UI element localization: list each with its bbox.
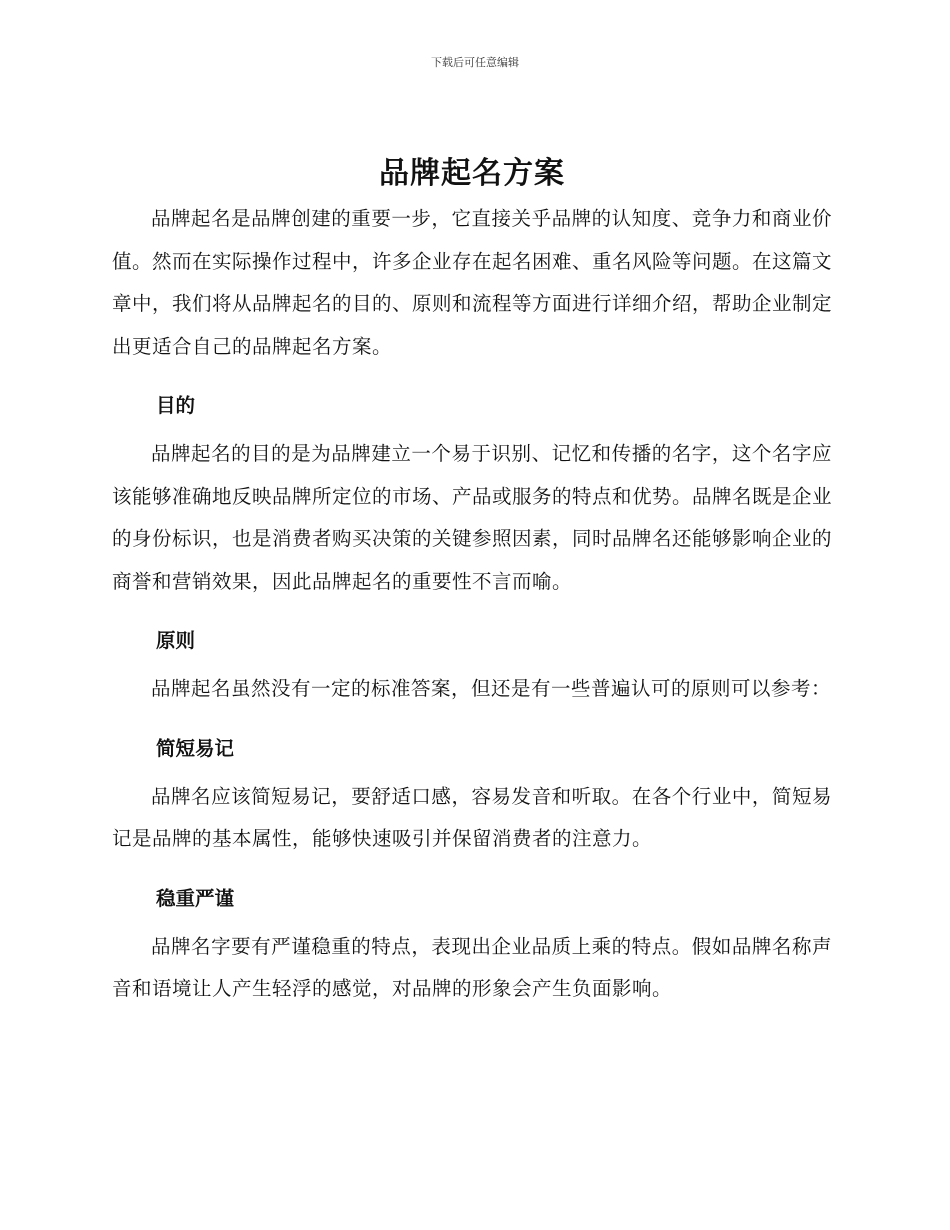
section-heading-short-memorable: 简短易记 (156, 736, 235, 760)
header-note: 下载后可任意编辑 (431, 56, 519, 69)
document-body (112, 150, 832, 1011)
section-heading-principles: 原则 (156, 629, 196, 652)
section-body-steady-rigorous: 品牌名字要有严谨稳重的特点，表现出企业品质上乘的特点。假如品牌名称声音和语境让人产生轻浮的感觉，对品牌的形象会产生负面影响。 (112, 934, 832, 1000)
section-heading-purpose: 目的 (156, 394, 196, 417)
section-body-principles: 品牌起名虽然没有一定的标准答案，但还是有一些普遍认可的原则可以参考： (151, 677, 832, 700)
section-body-short-memorable: 品牌名应该简短易记，要舒适口感，容易发音和听取。在各个行业中，简短易记是品牌的基本属性，能够快速吸引并保留消费者的注意力。 (112, 784, 832, 850)
intro-paragraph: 品牌起名是品牌创建的重要一步，它直接关乎品牌的认知度、竞争力和商业价值。然而在实际操作过程中，许多企业存在起名困难、重名风险等问题。在这篇文章中，我们将从品牌起名的目的、原则和流程等方面进行详细介绍，帮助企业制定出更适合自己的品牌起名方案。 (112, 207, 833, 358)
section-body-purpose: 品牌起名的目的是为品牌建立一个易于识别、记忆和传播的名字，这个名字应该能够准确地反映品牌所定位的市场、产品或服务的特点和优势。品牌名既是企业的身份标识，也是消费者购买决策的关键参照因素，同时品牌名还能够影响企业的商誉和营销效果，因此品牌起名的重要性不言而喻。 (112, 442, 833, 593)
document-title: 品牌起名方案 (379, 156, 565, 191)
section-heading-steady-rigorous: 稳重严谨 (156, 886, 235, 910)
